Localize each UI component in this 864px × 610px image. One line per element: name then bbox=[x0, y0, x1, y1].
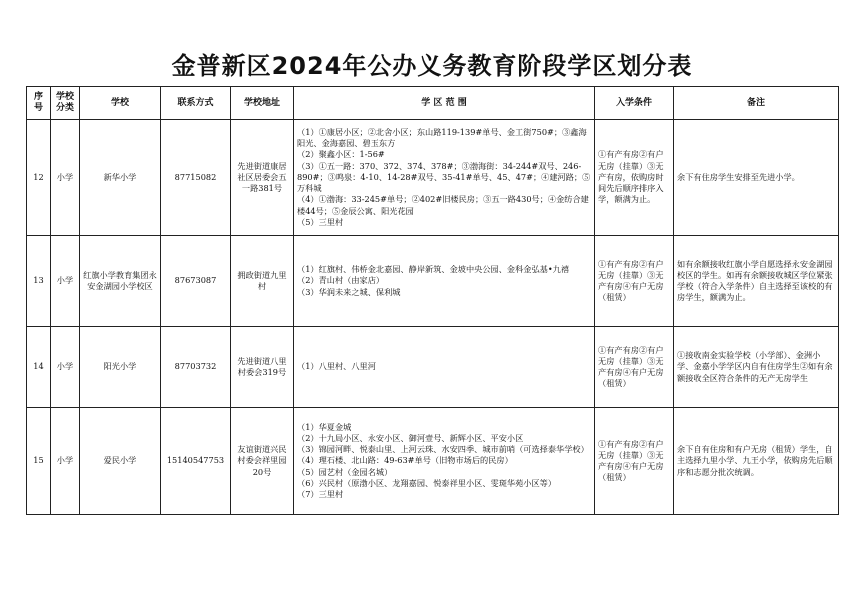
cell-notes: 如有余额接收红旗小学自愿选择永安金湖园校区的学生。如再有余额接收城区学位紧张学校（符合入学条件）自主选择至该校的有房学生，额满为止。 bbox=[674, 236, 839, 327]
table-row bbox=[27, 408, 839, 515]
area-line: （6）兴民村（原渤小区、龙翔嘉园、悦泰祥里小区、雯斑华苑小区等） bbox=[297, 477, 557, 488]
header-conditions: 入学条件 bbox=[595, 87, 674, 120]
cell-conditions: ①有产有房②有户无房（挂靠）③无产有房④有户无房（租赁） bbox=[595, 408, 674, 515]
cell-phone: 87715082 bbox=[161, 120, 231, 236]
cell-notes: 余下有住房学生安排至先进小学。 bbox=[674, 120, 839, 236]
cell-address: 拥政街道九里村 bbox=[231, 236, 294, 327]
header-type: 学校分类 bbox=[51, 87, 80, 120]
cell-address: 先进街道康居社区居委会五一路381号 bbox=[231, 120, 294, 236]
cell-type: 小学 bbox=[51, 327, 80, 408]
cell-seq: 14 bbox=[27, 327, 51, 408]
cell-school: 新华小学 bbox=[80, 120, 161, 236]
area-line: （5）三里村 bbox=[297, 216, 344, 227]
cell-type: 小学 bbox=[51, 236, 80, 327]
cell-area bbox=[294, 236, 595, 327]
area-line: （5）园艺村（金园名城） bbox=[297, 466, 393, 477]
area-line: （3）锦园河畔、悦泰山里、上河云珠、水安四季、城市前哨（可选择泰华学校） bbox=[297, 444, 589, 455]
cell-seq: 12 bbox=[27, 120, 51, 236]
cell-notes: 余下自有住房和有户无房（租赁）学生，自主选择九里小学、九王小学，依购房先后顺序和志愿分批次统调。 bbox=[674, 408, 839, 515]
header-address: 学校地址 bbox=[231, 87, 294, 120]
area-line: （2）十九局小区、永安小区、御河壹号、新辉小区、平安小区 bbox=[297, 432, 524, 443]
area-line: （2）聚鑫小区：1-56# bbox=[297, 149, 385, 160]
cell-seq: 15 bbox=[27, 408, 51, 515]
area-line: （4）理石楼、北山路：49-63#单号（旧物市场后的民房） bbox=[297, 455, 513, 466]
header-area: 学 区 范 围 bbox=[294, 87, 595, 120]
cell-school: 阳光小学 bbox=[80, 327, 161, 408]
header-seq: 序号 bbox=[27, 87, 51, 120]
cell-phone: 15140547753 bbox=[161, 408, 231, 515]
cell-notes: ①接收南金实验学校（小学部）、金洲小学、金嘉小学学区内自有住房学生②如有余额接收全区符合条件的无产无房学生 bbox=[674, 327, 839, 408]
table-row bbox=[27, 327, 839, 408]
area-line: （1）八里村、八里河 bbox=[297, 361, 376, 372]
cell-school: 爱民小学 bbox=[80, 408, 161, 515]
document-title: 金普新区2024年公办义务教育阶段学区划分表 bbox=[171, 52, 693, 80]
table-row bbox=[27, 236, 839, 327]
cell-conditions: ①有产有房②有户无房（挂靠）③无产有房，依购房时间先后顺序排序入学，额满为止。 bbox=[595, 120, 674, 236]
area-line: （1）①康居小区；②北舍小区；东山路119-139#单号、金工街750#；③鑫海阳光、金海嘉园、碧玉东方 bbox=[297, 127, 587, 149]
cell-school: 红旗小学教育集团永安金湖园小学校区 bbox=[80, 236, 161, 327]
area-line: （3）①五一路：370、372、374、378#；③渤海街：34-244#双号、246-890#；③鸣泉：4-10、14-28#双号、35-41#单号、45、47#；④建河路；⑤万科城 bbox=[297, 160, 591, 194]
header-phone: 联系方式 bbox=[161, 87, 231, 120]
area-line: （7）三里村 bbox=[297, 489, 344, 499]
cell-address: 先进街道八里村委会319号 bbox=[231, 327, 294, 408]
cell-conditions: ①有产有房②有户无房（挂靠）③无产有房④有户无房（租赁） bbox=[595, 327, 674, 408]
cell-area bbox=[294, 327, 595, 408]
cell-type: 小学 bbox=[51, 408, 80, 515]
cell-seq: 13 bbox=[27, 236, 51, 327]
cell-type: 小学 bbox=[51, 120, 80, 236]
area-line: （1）华夏金城 bbox=[297, 421, 352, 432]
area-line: （4）①渤海：33-245#单号；②402#旧楼民房；③五一路430号；④金纺合建楼44号；⑤金辰公寓、阳光花园 bbox=[297, 194, 589, 216]
header-school: 学校 bbox=[80, 87, 161, 120]
cell-phone: 87673087 bbox=[161, 236, 231, 327]
header-notes: 备注 bbox=[674, 87, 839, 120]
cell-phone: 87703732 bbox=[161, 327, 231, 408]
cell-area bbox=[294, 408, 595, 515]
header-row bbox=[27, 87, 839, 120]
area-line: （3）华润未来之城、保利城 bbox=[297, 286, 401, 297]
table-row bbox=[27, 120, 839, 236]
school-district-table bbox=[26, 86, 839, 515]
cell-area bbox=[294, 120, 595, 236]
area-line: （2）青山村（由家店） bbox=[297, 275, 385, 286]
cell-address: 友谊街道兴民村委会祥里园20号 bbox=[231, 408, 294, 515]
area-line: （1）红旗村、伟桥金北嘉园、静岸新筑、金坡中央公园、金科金弘基•九禧 bbox=[297, 264, 570, 275]
cell-conditions: ①有产有房②有户无房（挂靠）③无产有房④有户无房（租赁） bbox=[595, 236, 674, 327]
